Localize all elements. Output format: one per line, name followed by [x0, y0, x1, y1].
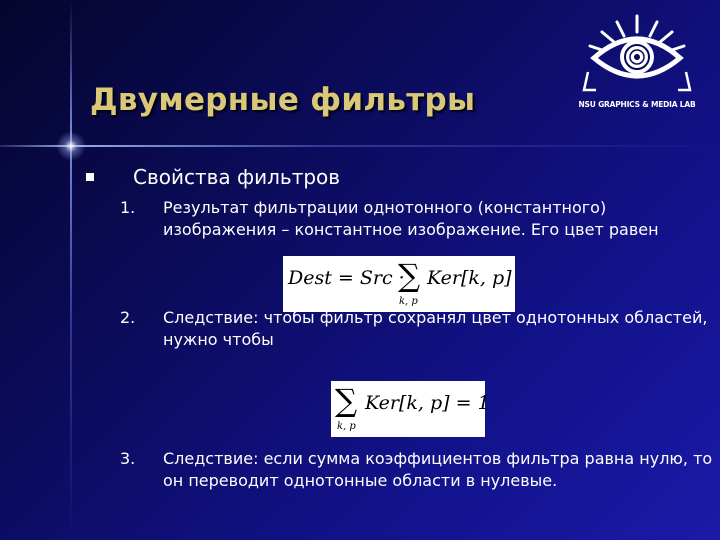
sum-subscript: k, p [399, 296, 418, 307]
item-text: Следствие: чтобы фильтр сохранял цвет однотонных областей, нужно чтобы [163, 308, 708, 349]
horizontal-light-line [0, 145, 720, 147]
lab-logo [578, 10, 696, 110]
formula-kernel-sum-one [331, 381, 490, 437]
item-number: 3. [120, 449, 136, 468]
item-text: Результат фильтрации однотонного (константного) изображения – константное изображение. Его цвет равен [163, 198, 659, 239]
formula-body: Ker[k, p] [427, 267, 512, 289]
formula-dest-equals-src [283, 256, 515, 312]
bullet-square-icon [86, 173, 94, 181]
bullet-text: Свойства фильтров [133, 165, 341, 189]
slide-title: Двумерные фильтры [90, 82, 476, 118]
item-number: 2. [120, 308, 136, 327]
sum-symbol: ∑ [335, 383, 358, 419]
item-number: 1. [120, 198, 136, 217]
light-flare [56, 131, 86, 161]
formula-lhs: Dest = Src · [288, 267, 405, 289]
item-text: Следствие: если сумма коэффициентов фильтра равна нулю, то он переводит однотонные области в нулевые. [163, 449, 713, 490]
sum-subscript: k, p [337, 421, 356, 432]
logo-caption: NSU GRAPHICS & MEDIA LAB [578, 100, 696, 109]
vertical-light-line [70, 0, 72, 540]
formula-body: Ker[k, p] = 1 [365, 392, 490, 414]
eye-icon [582, 10, 692, 100]
sum-symbol: ∑ [398, 258, 421, 294]
